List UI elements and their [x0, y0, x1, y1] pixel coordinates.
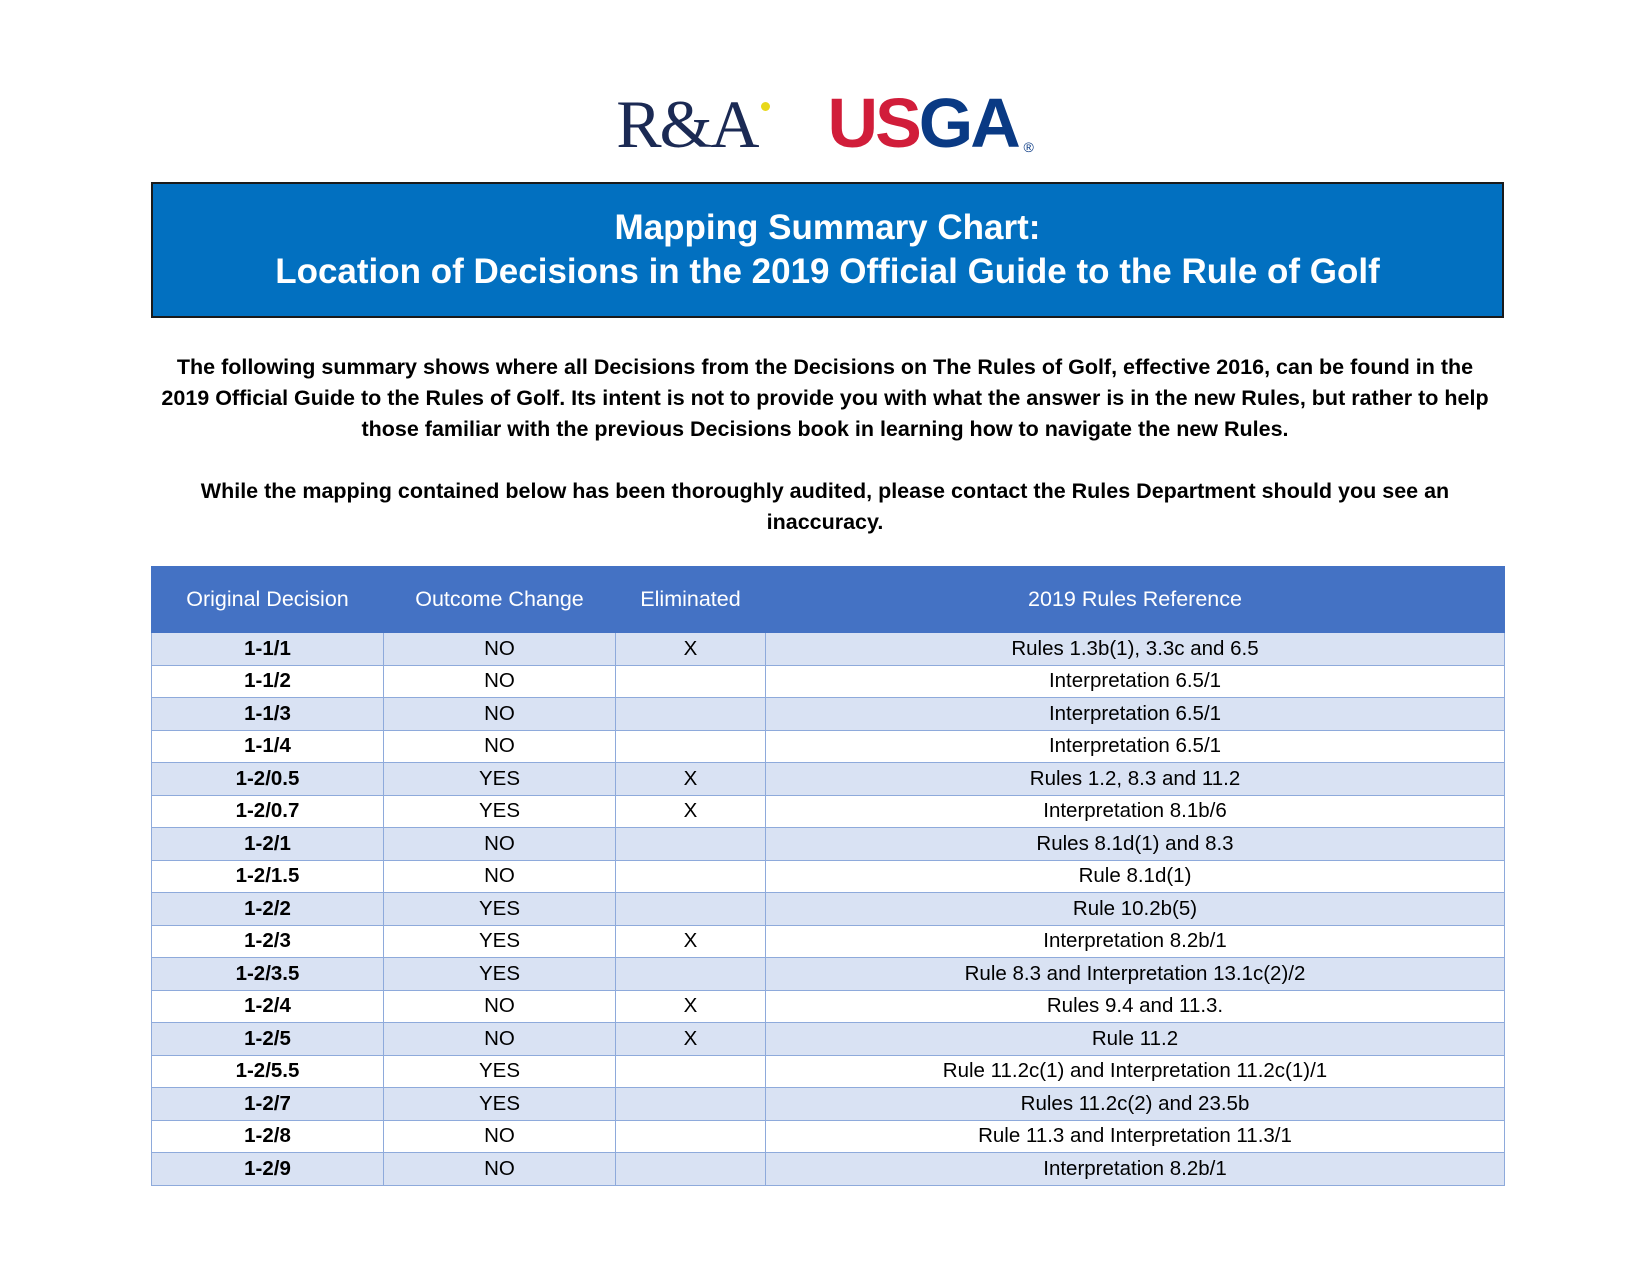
intro-text [160, 352, 1490, 538]
usga-logo-us: US [827, 84, 919, 162]
page-subtitle: Location of Decisions in the 2019 Official Guide to the Rule of Golf [275, 252, 1380, 291]
outcome-change-cell: NO [384, 990, 616, 1023]
original-decision-cell: 1-2/1 [152, 828, 384, 861]
usga-logo-ga: GA [918, 84, 1018, 162]
outcome-change-cell: NO [384, 1153, 616, 1186]
original-decision-cell: 1-2/0.7 [152, 795, 384, 828]
eliminated-cell: X [616, 990, 766, 1023]
rules-reference-cell: Rule 8.1d(1) [766, 860, 1505, 893]
table-row [152, 1120, 1505, 1153]
eliminated-cell: X [616, 1023, 766, 1056]
eliminated-cell [616, 1088, 766, 1121]
title-banner [151, 182, 1504, 318]
rules-reference-cell: Rule 11.3 and Interpretation 11.3/1 [766, 1120, 1505, 1153]
header-rules-reference: 2019 Rules Reference [766, 567, 1505, 633]
original-decision-cell: 1-2/7 [152, 1088, 384, 1121]
original-decision-cell: 1-2/8 [152, 1120, 384, 1153]
rules-reference-cell: Interpretation 6.5/1 [766, 665, 1505, 698]
table-row [152, 633, 1505, 666]
rules-reference-cell: Rules 9.4 and 11.3. [766, 990, 1505, 1023]
table-row [152, 1055, 1505, 1088]
outcome-change-cell: NO [384, 828, 616, 861]
table-row [152, 730, 1505, 763]
rules-reference-cell: Rules 11.2c(2) and 23.5b [766, 1088, 1505, 1121]
rules-reference-cell: Rules 1.2, 8.3 and 11.2 [766, 763, 1505, 796]
original-decision-cell: 1-2/5.5 [152, 1055, 384, 1088]
rules-reference-cell: Interpretation 6.5/1 [766, 698, 1505, 731]
original-decision-cell: 1-1/2 [152, 665, 384, 698]
table-row [152, 958, 1505, 991]
original-decision-cell: 1-2/9 [152, 1153, 384, 1186]
table-row [152, 925, 1505, 958]
table-row [152, 763, 1505, 796]
table-row [152, 860, 1505, 893]
table-row [152, 1023, 1505, 1056]
original-decision-cell: 1-2/1.5 [152, 860, 384, 893]
outcome-change-cell: NO [384, 665, 616, 698]
outcome-change-cell: NO [384, 1120, 616, 1153]
outcome-change-cell: YES [384, 763, 616, 796]
table-header-row [152, 567, 1505, 633]
outcome-change-cell: YES [384, 1088, 616, 1121]
rules-reference-cell: Rules 8.1d(1) and 8.3 [766, 828, 1505, 861]
outcome-change-cell: YES [384, 893, 616, 926]
eliminated-cell [616, 1153, 766, 1186]
outcome-change-cell: YES [384, 958, 616, 991]
table-row [152, 665, 1505, 698]
eliminated-cell: X [616, 633, 766, 666]
original-decision-cell: 1-1/4 [152, 730, 384, 763]
logo-bar [0, 78, 1650, 162]
original-decision-cell: 1-2/3 [152, 925, 384, 958]
original-decision-cell: 1-2/2 [152, 893, 384, 926]
rules-reference-cell: Rule 11.2c(1) and Interpretation 11.2c(1)/1 [766, 1055, 1505, 1088]
mapping-table [151, 566, 1505, 1186]
eliminated-cell [616, 958, 766, 991]
table-row [152, 990, 1505, 1023]
outcome-change-cell: NO [384, 633, 616, 666]
original-decision-cell: 1-2/3.5 [152, 958, 384, 991]
ra-logo-text: R&A [616, 86, 758, 162]
rules-reference-cell: Interpretation 8.2b/1 [766, 1153, 1505, 1186]
eliminated-cell [616, 665, 766, 698]
eliminated-cell [616, 893, 766, 926]
table-row [152, 698, 1505, 731]
table-row [152, 1153, 1505, 1186]
rules-reference-cell: Interpretation 6.5/1 [766, 730, 1505, 763]
eliminated-cell [616, 698, 766, 731]
table-row [152, 1088, 1505, 1121]
registered-mark: ® [1023, 139, 1034, 155]
original-decision-cell: 1-2/4 [152, 990, 384, 1023]
rules-reference-cell: Rule 10.2b(5) [766, 893, 1505, 926]
rules-reference-cell: Rule 8.3 and Interpretation 13.1c(2)/2 [766, 958, 1505, 991]
eliminated-cell [616, 828, 766, 861]
table-row [152, 795, 1505, 828]
header-outcome-change: Outcome Change [384, 567, 616, 633]
eliminated-cell [616, 1120, 766, 1153]
outcome-change-cell: NO [384, 860, 616, 893]
header-eliminated: Eliminated [616, 567, 766, 633]
header-original-decision: Original Decision [152, 567, 384, 633]
page-title: Mapping Summary Chart: [614, 208, 1041, 247]
outcome-change-cell: NO [384, 1023, 616, 1056]
ra-logo-dot-icon [761, 102, 770, 111]
original-decision-cell: 1-1/3 [152, 698, 384, 731]
eliminated-cell: X [616, 795, 766, 828]
eliminated-cell [616, 860, 766, 893]
outcome-change-cell: YES [384, 1055, 616, 1088]
rules-reference-cell: Interpretation 8.1b/6 [766, 795, 1505, 828]
table-row [152, 893, 1505, 926]
eliminated-cell [616, 1055, 766, 1088]
original-decision-cell: 1-2/0.5 [152, 763, 384, 796]
outcome-change-cell: NO [384, 730, 616, 763]
eliminated-cell: X [616, 925, 766, 958]
original-decision-cell: 1-1/1 [152, 633, 384, 666]
original-decision-cell: 1-2/5 [152, 1023, 384, 1056]
rules-reference-cell: Rules 1.3b(1), 3.3c and 6.5 [766, 633, 1505, 666]
rules-reference-cell: Rule 11.2 [766, 1023, 1505, 1056]
table-row [152, 828, 1505, 861]
outcome-change-cell: YES [384, 795, 616, 828]
outcome-change-cell: YES [384, 925, 616, 958]
intro-paragraph-1: The following summary shows where all Decisions from the Decisions on The Rules of Golf, effective 2016, can be found in the 2019 Official Guide to the Rules of Golf. Its intent is not to provide you with what the answer is in the new Rules, but rather to help those familiar with the previous Decisions book in learning how to navigate the new Rules. [161, 355, 1489, 441]
table-body [152, 633, 1505, 1186]
eliminated-cell: X [616, 763, 766, 796]
outcome-change-cell: NO [384, 698, 616, 731]
rules-reference-cell: Interpretation 8.2b/1 [766, 925, 1505, 958]
ra-logo [616, 86, 771, 162]
intro-paragraph-2: While the mapping contained below has been thoroughly audited, please contact the Rules Department should you see an inaccuracy. [200, 479, 1450, 534]
usga-logo [827, 84, 1034, 162]
eliminated-cell [616, 730, 766, 763]
